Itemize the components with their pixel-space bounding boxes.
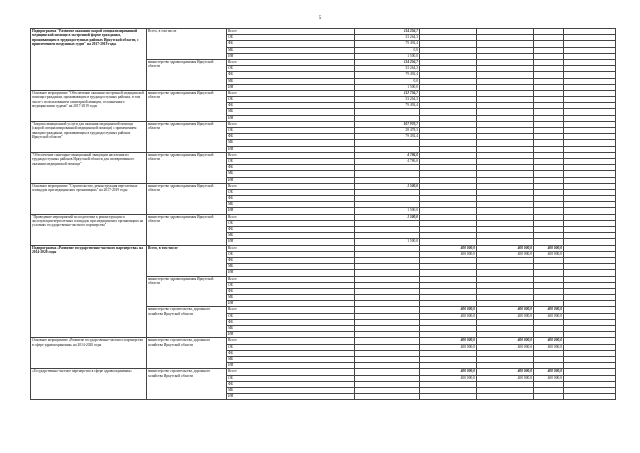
value-cell: 400 000,0 (534, 344, 564, 350)
indicator-cell: ФБ (227, 72, 355, 78)
value-cell: 1 500,0 (355, 239, 420, 245)
indicator-cell: ОБ (227, 35, 355, 41)
value-cell (420, 394, 477, 400)
value-cell: 28 478,3 (355, 128, 420, 134)
indicator-cell: ИИ (227, 177, 355, 183)
indicator-cell: ИИ (227, 115, 355, 121)
indicator-cell: ФБ (227, 41, 355, 47)
value-cell: 400 000,0 (420, 344, 477, 350)
indicator-cell: ФБ (227, 165, 355, 171)
value-cell: 400 000,0 (477, 375, 534, 381)
indicator-cell: МБ (227, 140, 355, 146)
indicator-cell: Всего (227, 338, 355, 344)
value-cell: 112 756,7 (355, 90, 420, 96)
indicator-cell: ИИ (227, 394, 355, 400)
empty-cell (564, 394, 616, 400)
indicator-cell: ИИ (227, 208, 355, 214)
indicator-cell: Всего (227, 369, 355, 375)
value-cell: 400 000,0 (420, 245, 477, 251)
indicator-cell: ИИ (227, 270, 355, 276)
value-cell: 400 000,0 (534, 313, 564, 319)
indicator-cell: ОБ (227, 97, 355, 103)
executor-cell: министерство здравоохранения Иркутской области (147, 90, 227, 121)
indicator-cell: ФБ (227, 257, 355, 263)
value-cell: 400 000,0 (477, 338, 534, 344)
value-cell: 400 000,0 (477, 313, 534, 319)
value-cell: 79 492,4 (355, 41, 420, 47)
indicator-cell: ИИ (227, 146, 355, 152)
indicator-cell: ОБ (227, 189, 355, 195)
executor-cell: Всего, в том числе (147, 29, 227, 60)
value-cell: 0,0 (355, 47, 420, 53)
program-name-cell: "Обеспечение санитарно-авиационной эвакуации населения из труднодоступных районов Иркутской области для своевременного оказания медицинской помощи" (31, 152, 147, 183)
value-cell: 400 000,0 (420, 307, 477, 313)
value-cell (355, 394, 420, 400)
indicator-cell: ОБ (227, 375, 355, 381)
value-cell: 79 492,4 (355, 72, 420, 78)
value-cell: 400 000,0 (420, 313, 477, 319)
program-name-cell: Основное мероприятие "Обеспечение оказания экстренной медицинской помощи гражданам, проживающим в труднодоступных районах, в том числе с использованием санитарной авиации, осложненного медицинскими судами" на 2017-2019 годы (31, 90, 147, 121)
program-name-cell: "Проведение мероприятий по подготовке к реконструкции и эксплуатации вертолетных площадок при медицинских организациях на условиях государственно-частного партнерства" (31, 214, 147, 245)
indicator-cell: ФБ (227, 103, 355, 109)
executor-cell: министерство здравоохранения Иркутской области (147, 183, 227, 214)
indicator-cell: ОБ (227, 66, 355, 72)
value-cell: 400 000,0 (534, 307, 564, 313)
value-cell: 114 256,7 (355, 29, 420, 35)
program-name-cell: Основное мероприятие "Строительство, реконструкция вертолетных площадок при медицинских организациях" на 2017-2019 годы (31, 183, 147, 214)
indicator-cell: Всего (227, 152, 355, 158)
value-cell: 33 264,3 (355, 35, 420, 41)
executor-cell: министерство здравоохранения Иркутской области (147, 121, 227, 152)
indicator-cell: ФБ (227, 319, 355, 325)
value-cell: 79 492,4 (355, 134, 420, 140)
indicator-cell: Всего (227, 121, 355, 127)
indicator-cell: ФБ (227, 288, 355, 294)
indicator-cell: МБ (227, 202, 355, 208)
value-cell: 1 500,0 (355, 53, 420, 59)
value-cell: 400 000,0 (534, 338, 564, 344)
value-cell: 33 264,3 (355, 97, 420, 103)
value-cell: 1 500,0 (355, 84, 420, 90)
indicator-cell: МБ (227, 233, 355, 239)
indicator-cell: ОБ (227, 158, 355, 164)
indicator-cell: ФБ (227, 381, 355, 387)
indicator-cell: МБ (227, 109, 355, 115)
indicator-cell: МБ (227, 78, 355, 84)
indicator-cell: Всего (227, 276, 355, 282)
value-cell: 107 970,7 (355, 121, 420, 127)
indicator-cell: Всего (227, 29, 355, 35)
value-cell: 79 492,4 (355, 103, 420, 109)
program-name-cell: «Государственно-частное партнерство в сфере здравоохранения» (31, 369, 147, 400)
program-name-cell: Подпрограмма "Развитие оказания скорой специализированной медицинской помощи в экстренной форме гражданам, проживающим в труднодоступных районах Иркутской области, с привлечением воздушных судов" на 2017-2019 годы (31, 29, 147, 91)
indicator-cell: МБ (227, 47, 355, 53)
value-cell: 400 000,0 (534, 369, 564, 375)
value-cell: 400 000,0 (534, 245, 564, 251)
value-cell: 400 000,0 (534, 375, 564, 381)
indicator-cell: Всего (227, 245, 355, 251)
executor-cell: Всего, в том числе (147, 245, 227, 276)
value-cell: 1 500,0 (355, 214, 420, 220)
indicator-cell: Всего (227, 183, 355, 189)
indicator-cell: ФБ (227, 196, 355, 202)
value-cell: 400 000,0 (534, 251, 564, 257)
page-number: 5 (318, 16, 322, 21)
executor-cell: министерство здравоохранения Иркутской области (147, 276, 227, 307)
indicator-cell: МБ (227, 326, 355, 332)
executor-cell: министерство строительства, дорожного хозяйства Иркутской области (147, 338, 227, 369)
executor-cell: министерство строительства, дорожного хозяйства Иркутской области (147, 369, 227, 400)
value-cell: 400 000,0 (420, 369, 477, 375)
indicator-cell: МБ (227, 387, 355, 393)
executor-cell: министерство строительства, дорожного хозяйства Иркутской области (147, 307, 227, 338)
value-cell: 1 500,0 (355, 183, 420, 189)
indicator-cell: Всего (227, 307, 355, 313)
indicator-cell: Всего (227, 59, 355, 65)
executor-cell: министерство здравоохранения Иркутской области (147, 214, 227, 245)
indicator-cell: ИИ (227, 301, 355, 307)
indicator-cell: ИИ (227, 363, 355, 369)
indicator-cell: ФБ (227, 350, 355, 356)
indicator-cell: ОБ (227, 251, 355, 257)
value-cell: 400 000,0 (477, 344, 534, 350)
program-name-cell: "Закупка авиационной услуги для оказания медицинской помощи (скорой специализированной медицинской помощи) с применением авиации гражданам, проживающим в труднодоступных районах Иркутской области" (31, 121, 147, 152)
indicator-cell: ОБ (227, 344, 355, 350)
indicator-cell: ИИ (227, 239, 355, 245)
indicator-cell: ИИ (227, 53, 355, 59)
indicator-cell: ОБ (227, 313, 355, 319)
value-cell (477, 394, 534, 400)
value-cell: 4 786,0 (355, 152, 420, 158)
value-cell (534, 394, 564, 400)
indicator-cell: ФБ (227, 134, 355, 140)
value-cell: 1 500,0 (355, 208, 420, 214)
value-cell: 4 786,0 (355, 158, 420, 164)
value-cell: 400 000,0 (477, 307, 534, 313)
value-cell: 33 264,3 (355, 66, 420, 72)
indicator-cell: ОБ (227, 282, 355, 288)
indicator-cell: ИИ (227, 332, 355, 338)
indicator-cell: ФБ (227, 227, 355, 233)
indicator-cell: МБ (227, 295, 355, 301)
indicator-cell: ИИ (227, 84, 355, 90)
indicator-cell: МБ (227, 264, 355, 270)
value-cell: 0,0 (355, 78, 420, 84)
value-cell: 400 000,0 (420, 338, 477, 344)
value-cell: 400 000,0 (477, 369, 534, 375)
executor-cell: министерство здравоохранения Иркутской области (147, 152, 227, 183)
value-cell: 400 000,0 (477, 245, 534, 251)
value-cell: 400 000,0 (420, 375, 477, 381)
program-name-cell: Основное мероприятие «Развитие государственно-частного партнерства в сфере здравоохранения» на 2014-2020 годы (31, 338, 147, 369)
executor-cell: министерство здравоохранения Иркутской области (147, 59, 227, 90)
indicator-cell: МБ (227, 356, 355, 362)
program-name-cell: Подпрограмма «Развитие государственно-частного партнерства» на 2014-2020 годы (31, 245, 147, 338)
indicator-cell: Всего (227, 214, 355, 220)
indicator-cell: ОБ (227, 128, 355, 134)
value-cell: 400 000,0 (420, 251, 477, 257)
indicator-cell: Всего (227, 90, 355, 96)
value-cell: 114 256,7 (355, 59, 420, 65)
indicator-cell: ОБ (227, 220, 355, 226)
budget-table (30, 28, 616, 400)
indicator-cell: МБ (227, 171, 355, 177)
value-cell: 400 000,0 (477, 251, 534, 257)
